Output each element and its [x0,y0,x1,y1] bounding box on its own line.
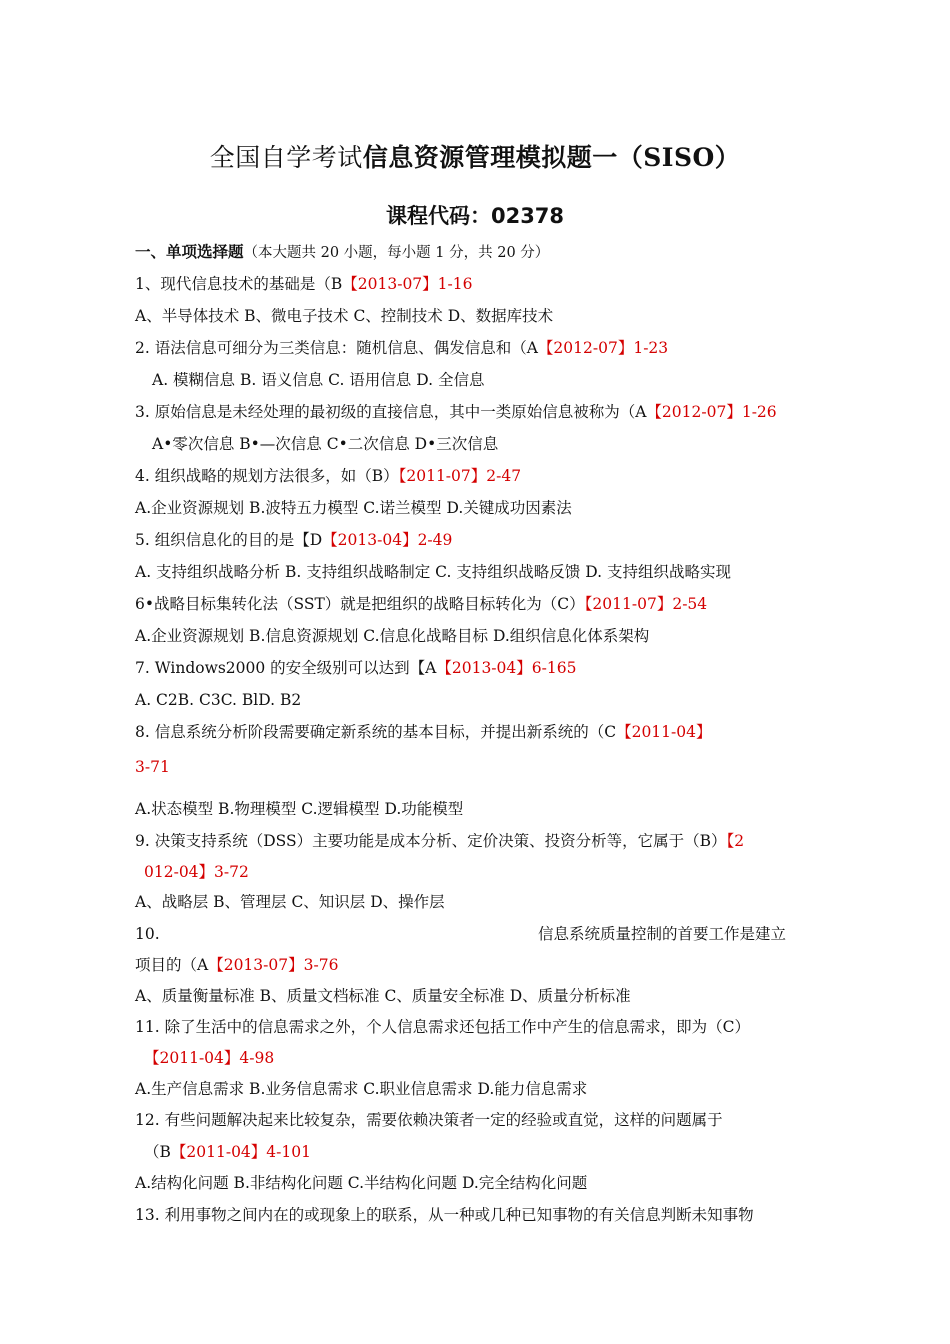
source-ref: 012-04】3-72 [144,863,249,881]
section-heading [135,242,549,263]
section-note: （本大题共 20 小题，每小题 1 分，共 20 分） [243,245,550,261]
question-text: 9. 决策支持系统（DSS）主要功能是成本分析、定价决策、投资分析等，它属于（B） [135,832,727,850]
source-ref: 【2013-07】3-76 [208,956,339,974]
source-ref: 【2013-04】6-165 [436,659,577,677]
section-head: 一、单项选择题 [135,242,244,261]
options-text: A.生产信息需求 B.业务信息需求 C.职业信息需求 D.能力信息需求 [135,1080,588,1098]
options-11 [135,1079,587,1099]
source-ref: 【2011-04】4-101 [170,1143,311,1161]
source-ref: 【2012-07】1-26 [646,403,777,421]
options-4 [135,498,572,518]
source-ref: 【2012-07】1-23 [537,339,669,357]
options-text: A.状态模型 B.物理模型 C.逻辑模型 D.功能模型 [135,800,464,818]
question-2 [135,338,668,358]
question-text: 12. 有些问题解决起来比较复杂，需要依赖决策者一定的经验或直觉，这样的问题属于 [135,1111,723,1129]
options-10 [135,986,631,1006]
question-7 [135,658,576,678]
options-7 [135,690,301,710]
options-text: A.结构化问题 B.非结构化问题 C.半结构化问题 D.完全结构化问题 [135,1174,588,1192]
options-2 [152,370,484,390]
question-9 [135,831,744,851]
source-ref: 【2013-07】1-16 [342,275,473,293]
question-6 [135,594,707,614]
question-8 [135,722,712,742]
question-1 [135,274,473,294]
question-3 [135,402,777,422]
source-ref: 3-71 [135,758,170,776]
question-13 [135,1205,754,1225]
options-5 [135,562,731,582]
question-text: 信息系统质量控制的首要工作是建立 [538,925,787,943]
question-text: 2. 语法信息可细分为三类信息：随机信息、偶发信息和（A [135,339,538,357]
title-part-1: 全国自学考试 [209,143,363,172]
question-10-number [135,924,160,944]
page-title [0,138,950,174]
question-text: 5. 组织信息化的目的是【D [135,531,323,549]
source-ref: 【2 [726,832,745,850]
title-part-2: 信息资源管理模拟题一（SISO） [362,143,741,172]
question-text: 1、现代信息技术的基础是（B [135,275,343,293]
question-text: 8. 信息系统分析阶段需要确定新系统的基本目标，并提出新系统的（C [135,723,617,741]
options-text: A. 支持组织战略分析 B. 支持组织战略制定 C. 支持组织战略反馈 D. 支持组织战略实现 [135,563,731,581]
question-12 [135,1110,723,1130]
options-text: A. 模糊信息 B. 语义信息 C. 语用信息 D. 全信息 [152,371,485,389]
question-8-cont [135,757,170,777]
question-9-cont [144,862,249,882]
options-text: A. C2B. C3C. BlD. B2 [135,691,302,709]
options-text: A、半导体技术 B、微电子技术 C、控制技术 D、数据库技术 [135,307,554,325]
question-11 [135,1017,750,1037]
question-text: 10. [135,925,160,943]
options-text: A、战略层 B、管理层 C、知识层 D、操作层 [135,893,445,911]
options-text: A•零次信息 B•—次信息 C•二次信息 D•三次信息 [152,435,499,453]
question-text: （B [144,1143,171,1161]
question-text: 13. 利用事物之间内在的或现象上的联系，从一种或几种已知事物的有关信息判断未知事物 [135,1206,754,1224]
source-ref: 【2011-07】2-54 [584,595,708,613]
question-text: 7. Windows2000 的安全级别可以达到【A [135,659,437,677]
question-text: 4. 组织战略的规划方法很多，如（B） [135,467,399,485]
question-text: 11. 除了生活中的信息需求之外，个人信息需求还包括工作中产生的信息需求，即为（C） [135,1018,750,1036]
question-11-cont [144,1048,274,1068]
question-10-text [538,924,786,944]
source-ref: 【2011-04】4-98 [144,1049,275,1067]
options-1 [135,306,553,326]
course-code: 课程代码：02378 [385,204,565,228]
question-10-cont [135,955,338,975]
question-5 [135,530,452,550]
options-8 [135,799,463,819]
question-text: 项目的（A [135,956,209,974]
source-ref: 【2011-07】2-47 [398,467,522,485]
source-ref: 【2013-04】2-49 [322,531,453,549]
question-12-cont [144,1142,311,1162]
options-text: A.企业资源规划 B.波特五力模型 C.诺兰模型 D.关键成功因素法 [135,499,572,517]
question-text: 6•战略目标集转化法（SST）就是把组织的战略目标转化为（C） [135,595,585,613]
source-ref: 【2011-04】 [616,723,712,741]
options-3 [152,434,498,454]
options-text: A.企业资源规划 B.信息资源规划 C.信息化战略目标 D.组织信息化体系架构 [135,627,650,645]
question-text: 3. 原始信息是未经处理的最初级的直接信息，其中一类原始信息被称为（A [135,403,647,421]
options-12 [135,1173,587,1193]
options-9 [135,892,445,912]
options-6 [135,626,649,646]
question-4 [135,466,521,486]
options-text: A、质量衡量标准 B、质量文档标准 C、质量安全标准 D、质量分析标准 [135,987,631,1005]
